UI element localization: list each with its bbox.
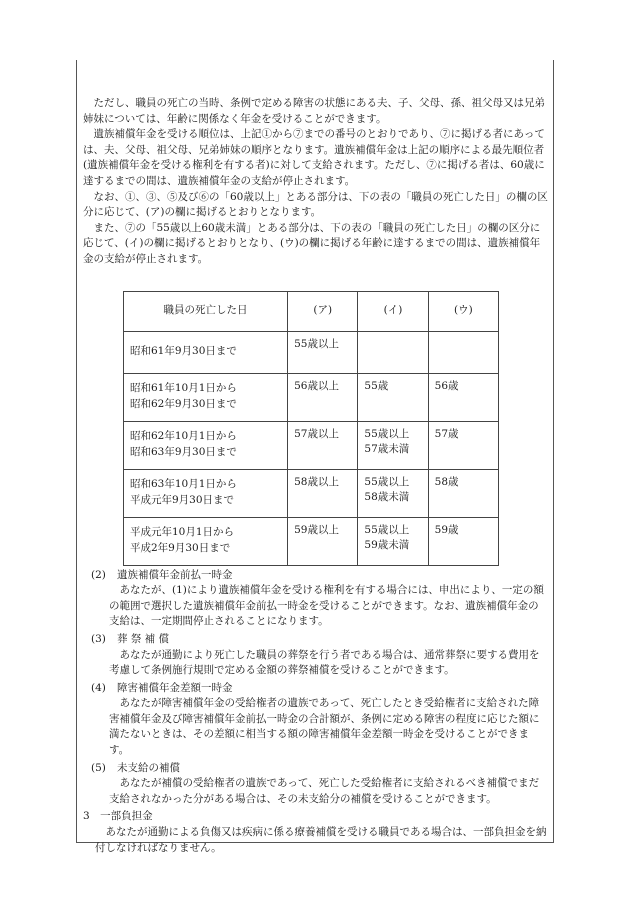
i-line: 59歳未満 bbox=[364, 539, 410, 552]
intro-paragraphs bbox=[83, 96, 549, 268]
i-line: 57歳未満 bbox=[364, 443, 410, 456]
cell-i bbox=[358, 331, 428, 373]
item-number: (4) bbox=[91, 681, 106, 694]
cell-u: 56歳 bbox=[428, 373, 498, 421]
cell-i: 55歳 bbox=[358, 373, 428, 421]
date-line: 平成元年10月1日から bbox=[130, 526, 235, 539]
item-body: あなたが障害補償年金の受給権者の遺族であって、死亡したとき受給権者に支給された障害補償年金及び障害補償年金前払一時金の合計額が、条例に定める障害の程度に応じた額に満たないときは、その差額に相当する額の障害補償年金差額一時金を受けることができます。 bbox=[109, 697, 540, 757]
item-heading bbox=[83, 761, 549, 777]
cell-i bbox=[358, 469, 428, 517]
cell-a: 55歳以上 bbox=[288, 331, 358, 373]
item-disability-difference bbox=[83, 681, 549, 759]
item-unpaid bbox=[83, 761, 549, 808]
table-row bbox=[124, 373, 499, 421]
cell-a: 56歳以上 bbox=[288, 373, 358, 421]
cell-date bbox=[124, 469, 288, 517]
cell-u bbox=[428, 331, 498, 373]
date-line: 昭和61年10月1日から bbox=[130, 382, 237, 395]
cell-a: 59歳以上 bbox=[288, 517, 358, 565]
item-lump-sum bbox=[83, 568, 549, 630]
item-heading bbox=[83, 568, 549, 584]
header-a: (ア) bbox=[288, 291, 358, 331]
item-title: 遺族補償年金前払一時金 bbox=[117, 568, 233, 581]
table-header-row bbox=[124, 291, 499, 331]
cell-date bbox=[124, 331, 288, 373]
table-row bbox=[124, 517, 499, 565]
cell-date bbox=[124, 373, 288, 421]
item-heading bbox=[83, 632, 549, 648]
i-line: 55歳以上 bbox=[364, 523, 410, 536]
cell-u: 57歳 bbox=[428, 421, 498, 469]
i-line: 55歳以上 bbox=[364, 427, 410, 440]
document-content bbox=[83, 96, 549, 856]
paragraph-age-55-note: また、⑦の「55歳以上60歳未満」とある部分は、下の表の「職員の死亡した日」の欄の区分に応じて、(イ)の欄に掲げるとおりとなり、(ウ)の欄に掲げる年齢に達するまでの間は、遺族補償年金の支給が停止されます。 bbox=[83, 221, 541, 265]
age-table bbox=[123, 291, 499, 566]
item-body: あなたが補償の受給権者の遺族であって、死亡した受給権者に支給されるべき補償でまだ支給されなかった分がある場合は、その未支給分の補償を受けることができます。 bbox=[109, 777, 540, 805]
table-row bbox=[124, 331, 499, 373]
cell-date bbox=[124, 517, 288, 565]
header-death-date: 職員の死亡した日 bbox=[124, 291, 288, 331]
cell-a: 58歳以上 bbox=[288, 469, 358, 517]
item-body: あなたが通勤により死亡した職員の葬祭を行う者である場合は、通常葬祭に要する費用を考慮して条例施行規則で定める金額の葬祭補償を受けることができます。 bbox=[109, 648, 540, 677]
section-3-title: 3 一部負担金 bbox=[83, 810, 153, 823]
item-title: 葬 祭 補 償 bbox=[117, 632, 170, 645]
date-line: 昭和63年9月30日まで bbox=[130, 446, 237, 459]
section-3 bbox=[83, 809, 549, 856]
cell-i bbox=[358, 517, 428, 565]
item-title: 未支給の補償 bbox=[117, 761, 180, 774]
cell-u: 58歳 bbox=[428, 469, 498, 517]
paragraph-age-60-note: なお、①、③、⑤及び⑥の「60歳以上」とある部分は、下の表の「職員の死亡した日」の欄の区分に応じて、(ア)の欄に掲げるとおりとなります。 bbox=[83, 190, 548, 219]
cell-u: 59歳 bbox=[428, 517, 498, 565]
paragraph-age-exception: ただし、職員の死亡の当時、条例で定める障害の状態にある夫、子、父母、孫、祖父母又は兄弟姉妹については、年齢に関係なく年金を受けることができます。 bbox=[83, 97, 545, 125]
header-i: (イ) bbox=[358, 291, 428, 331]
table-row bbox=[124, 421, 499, 469]
item-heading bbox=[83, 681, 549, 697]
item-title: 障害補償年金差額一時金 bbox=[117, 681, 233, 694]
cell-a: 57歳以上 bbox=[288, 421, 358, 469]
item-body: あなたが、(1)により遺族補償年金を受ける権利を有する場合には、申出により、一定の額の範囲で選択した遺族補償年金前払一時金を受けることができます。なお、遺族補償年金の支給は、一定期間停止されることになります。 bbox=[109, 584, 544, 628]
item-number: (2) bbox=[91, 568, 106, 581]
i-line: 55歳以上 bbox=[364, 475, 410, 488]
document-frame bbox=[76, 60, 554, 854]
date-line: 昭和62年9月30日まで bbox=[130, 398, 237, 411]
header-u: (ウ) bbox=[428, 291, 498, 331]
paragraph-order-of-priority: 遺族補償年金を受ける順位は、上記①から⑦までの番号のとおりであり、⑦に掲げる者にあっては、夫、父母、祖父母、兄弟姉妹の順序となります。遺族補償年金は上記の順序による最先順位者(遺族補償年金を受ける権利を有する者)に対して支給されます。ただし、⑦に掲げる者は、60歳に達するまでの間は、遺族補償年金の支給が停止されます。 bbox=[83, 128, 545, 187]
date-line: 平成2年9月30日まで bbox=[130, 542, 231, 555]
date-line: 平成元年9月30日まで bbox=[130, 494, 235, 507]
date-line: 昭和63年10月1日から bbox=[130, 478, 237, 491]
section-3-body: あなたが通勤による負傷又は疾病に係る療養補償を受ける職員である場合は、一部負担金を納付しなければなりません。 bbox=[95, 826, 547, 854]
item-number: (5) bbox=[91, 761, 106, 774]
item-number: (3) bbox=[91, 632, 106, 645]
cell-i bbox=[358, 421, 428, 469]
date-line: 昭和61年9月30日まで bbox=[130, 345, 237, 358]
table-row bbox=[124, 469, 499, 517]
item-funeral bbox=[83, 632, 549, 679]
i-line: 58歳未満 bbox=[364, 491, 410, 504]
cell-date bbox=[124, 421, 288, 469]
date-line: 昭和62年10月1日から bbox=[130, 430, 237, 443]
